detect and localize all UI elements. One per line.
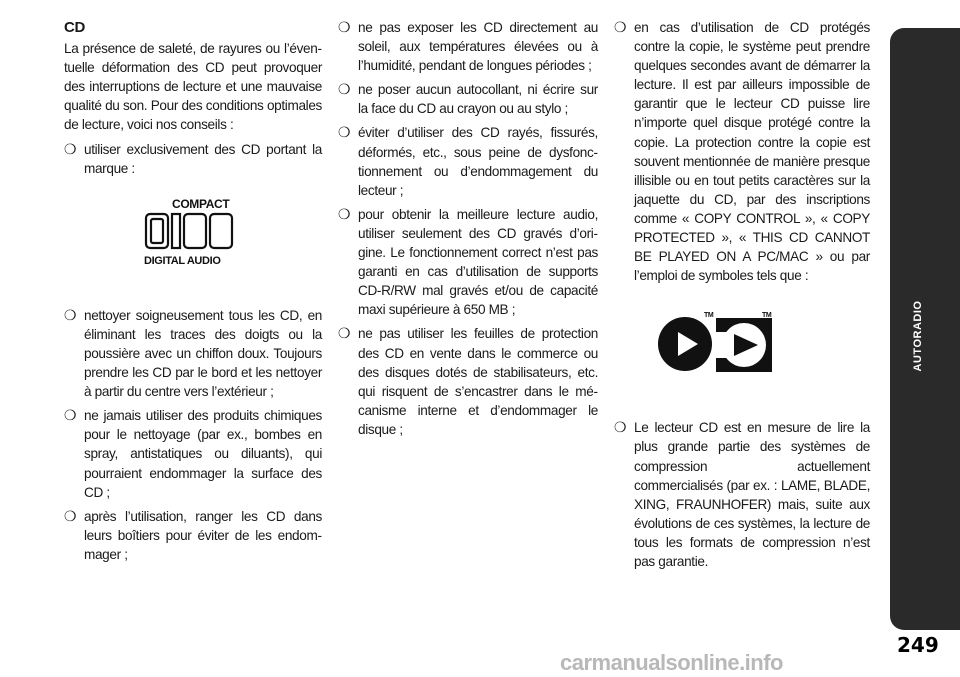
tm-mark-1: TM: [704, 312, 714, 320]
logo-text-digital-audio: DIGITAL AUDIO: [144, 254, 221, 267]
chapter-tab-label: AUTORADIO: [912, 300, 924, 372]
list-item: ❍ après l’utilisation, ranger les CD dans leurs boîtiers pour éviter de les endommager ;: [64, 507, 322, 564]
list-item: ❍ pour obtenir la meilleure lecture audio, utiliser seulement des CD gravés d’origine. Le fonctionnement correct n’est pas garanti en cas d’utilisation de supports CD-R/RW mal gravés et/ou de capacité maxi supérieure à 650 MB ;: [338, 205, 598, 320]
list-item: ❍ ne pas utiliser les feuilles de protection des CD en vente dans le commerce ou des disques dotés de stabilisateurs, etc. qui risquent de s’encastrer dans le mécanisme interne et d’endommager le disque ;: [338, 324, 598, 439]
bullet-list-1b: [64, 306, 322, 564]
bullet-list-2: [338, 18, 598, 439]
column-3: [614, 18, 870, 576]
list-item: ❍ ne jamais utiliser des produits chimiques pour le nettoyage (par ex., bombes en spray, antistatiques ou diluants), qui pourraient endommager la surface des CD ;: [64, 406, 322, 501]
chapter-side-tab: [890, 28, 960, 630]
list-item: ❍ en cas d’utilisation de CD protégés contre la copie, le système peut prendre quelques secondes avant de démarrer la lecture. Il est par ailleurs impossible de garantir que le lecteur CD puisse lire n’importe quel disque protégé contre la copie. La protection contre la copie est souvent mentionnée de manière presque illisible ou en tout petits caractères sur la jaquette du CD, par des inscriptions comme « COPY CONTROL », « COPY PROTECTED », « THIS CD CANNOT BE PLAYED ON A PC/MAC » ou par l’emploi de symboles tels que :: [614, 18, 870, 285]
copy-control-symbols: [614, 290, 870, 410]
intro-paragraph: La présence de saleté, de rayures ou l’éventuelle déformation des CD peut provoquer des interruptions de lecture et une mauvaise qualité du son. Pour des conditions optimales de lecture, voici nos conseils :: [64, 41, 322, 133]
list-item: ❍ Le lecteur CD est en mesure de lire la plus grande partie des systèmes de compression actuellement commercialisés (par ex. : LAME, BLADE, XING, FRAUNHOFER) mais, suite aux évolutions de ces systèmes, la lecture de tous les formats de compression n’est pas garantie.: [614, 418, 870, 571]
copy-control-icon: [654, 310, 778, 374]
watermark: carmanualsonline.info: [560, 650, 783, 675]
list-item: ❍ utiliser exclusivement des CD portant la marque :: [64, 140, 322, 178]
compact-disc-logo: [64, 188, 322, 294]
list-item: ❍ ne pas exposer les CD directement au soleil, aux températures élevées ou à l’humidité, pendant de longues périodes ;: [338, 18, 598, 75]
logo-text-compact: COMPACT: [172, 196, 230, 211]
list-item: ❍ ne poser aucun autocollant, ni écrire sur la face du CD au crayon ou au stylo ;: [338, 80, 598, 118]
list-item: ❍ nettoyer soigneusement tous les CD, en éliminant les traces des doigts ou la poussière avec un chiffon doux. Toujours prendre les CD par le bord et les nettoyer à partir du centre vers l’extérieur ;: [64, 306, 322, 401]
bullet-list-3a: [614, 18, 870, 285]
bullet-list-1a: [64, 140, 322, 178]
column-2: [338, 18, 598, 444]
page-number: 249: [897, 633, 939, 657]
bullet-list-3b: [614, 418, 870, 571]
column-1: [64, 18, 322, 569]
tm-mark-2: TM: [762, 312, 772, 320]
list-item: ❍ éviter d’utiliser des CD rayés, fissurés, déformés, etc., sous peine de dysfonctionnement ou d’endommagement du lecteur ;: [338, 123, 598, 199]
section-heading: CD: [64, 19, 85, 36]
compact-disc-digital-audio-logo: [142, 196, 258, 272]
